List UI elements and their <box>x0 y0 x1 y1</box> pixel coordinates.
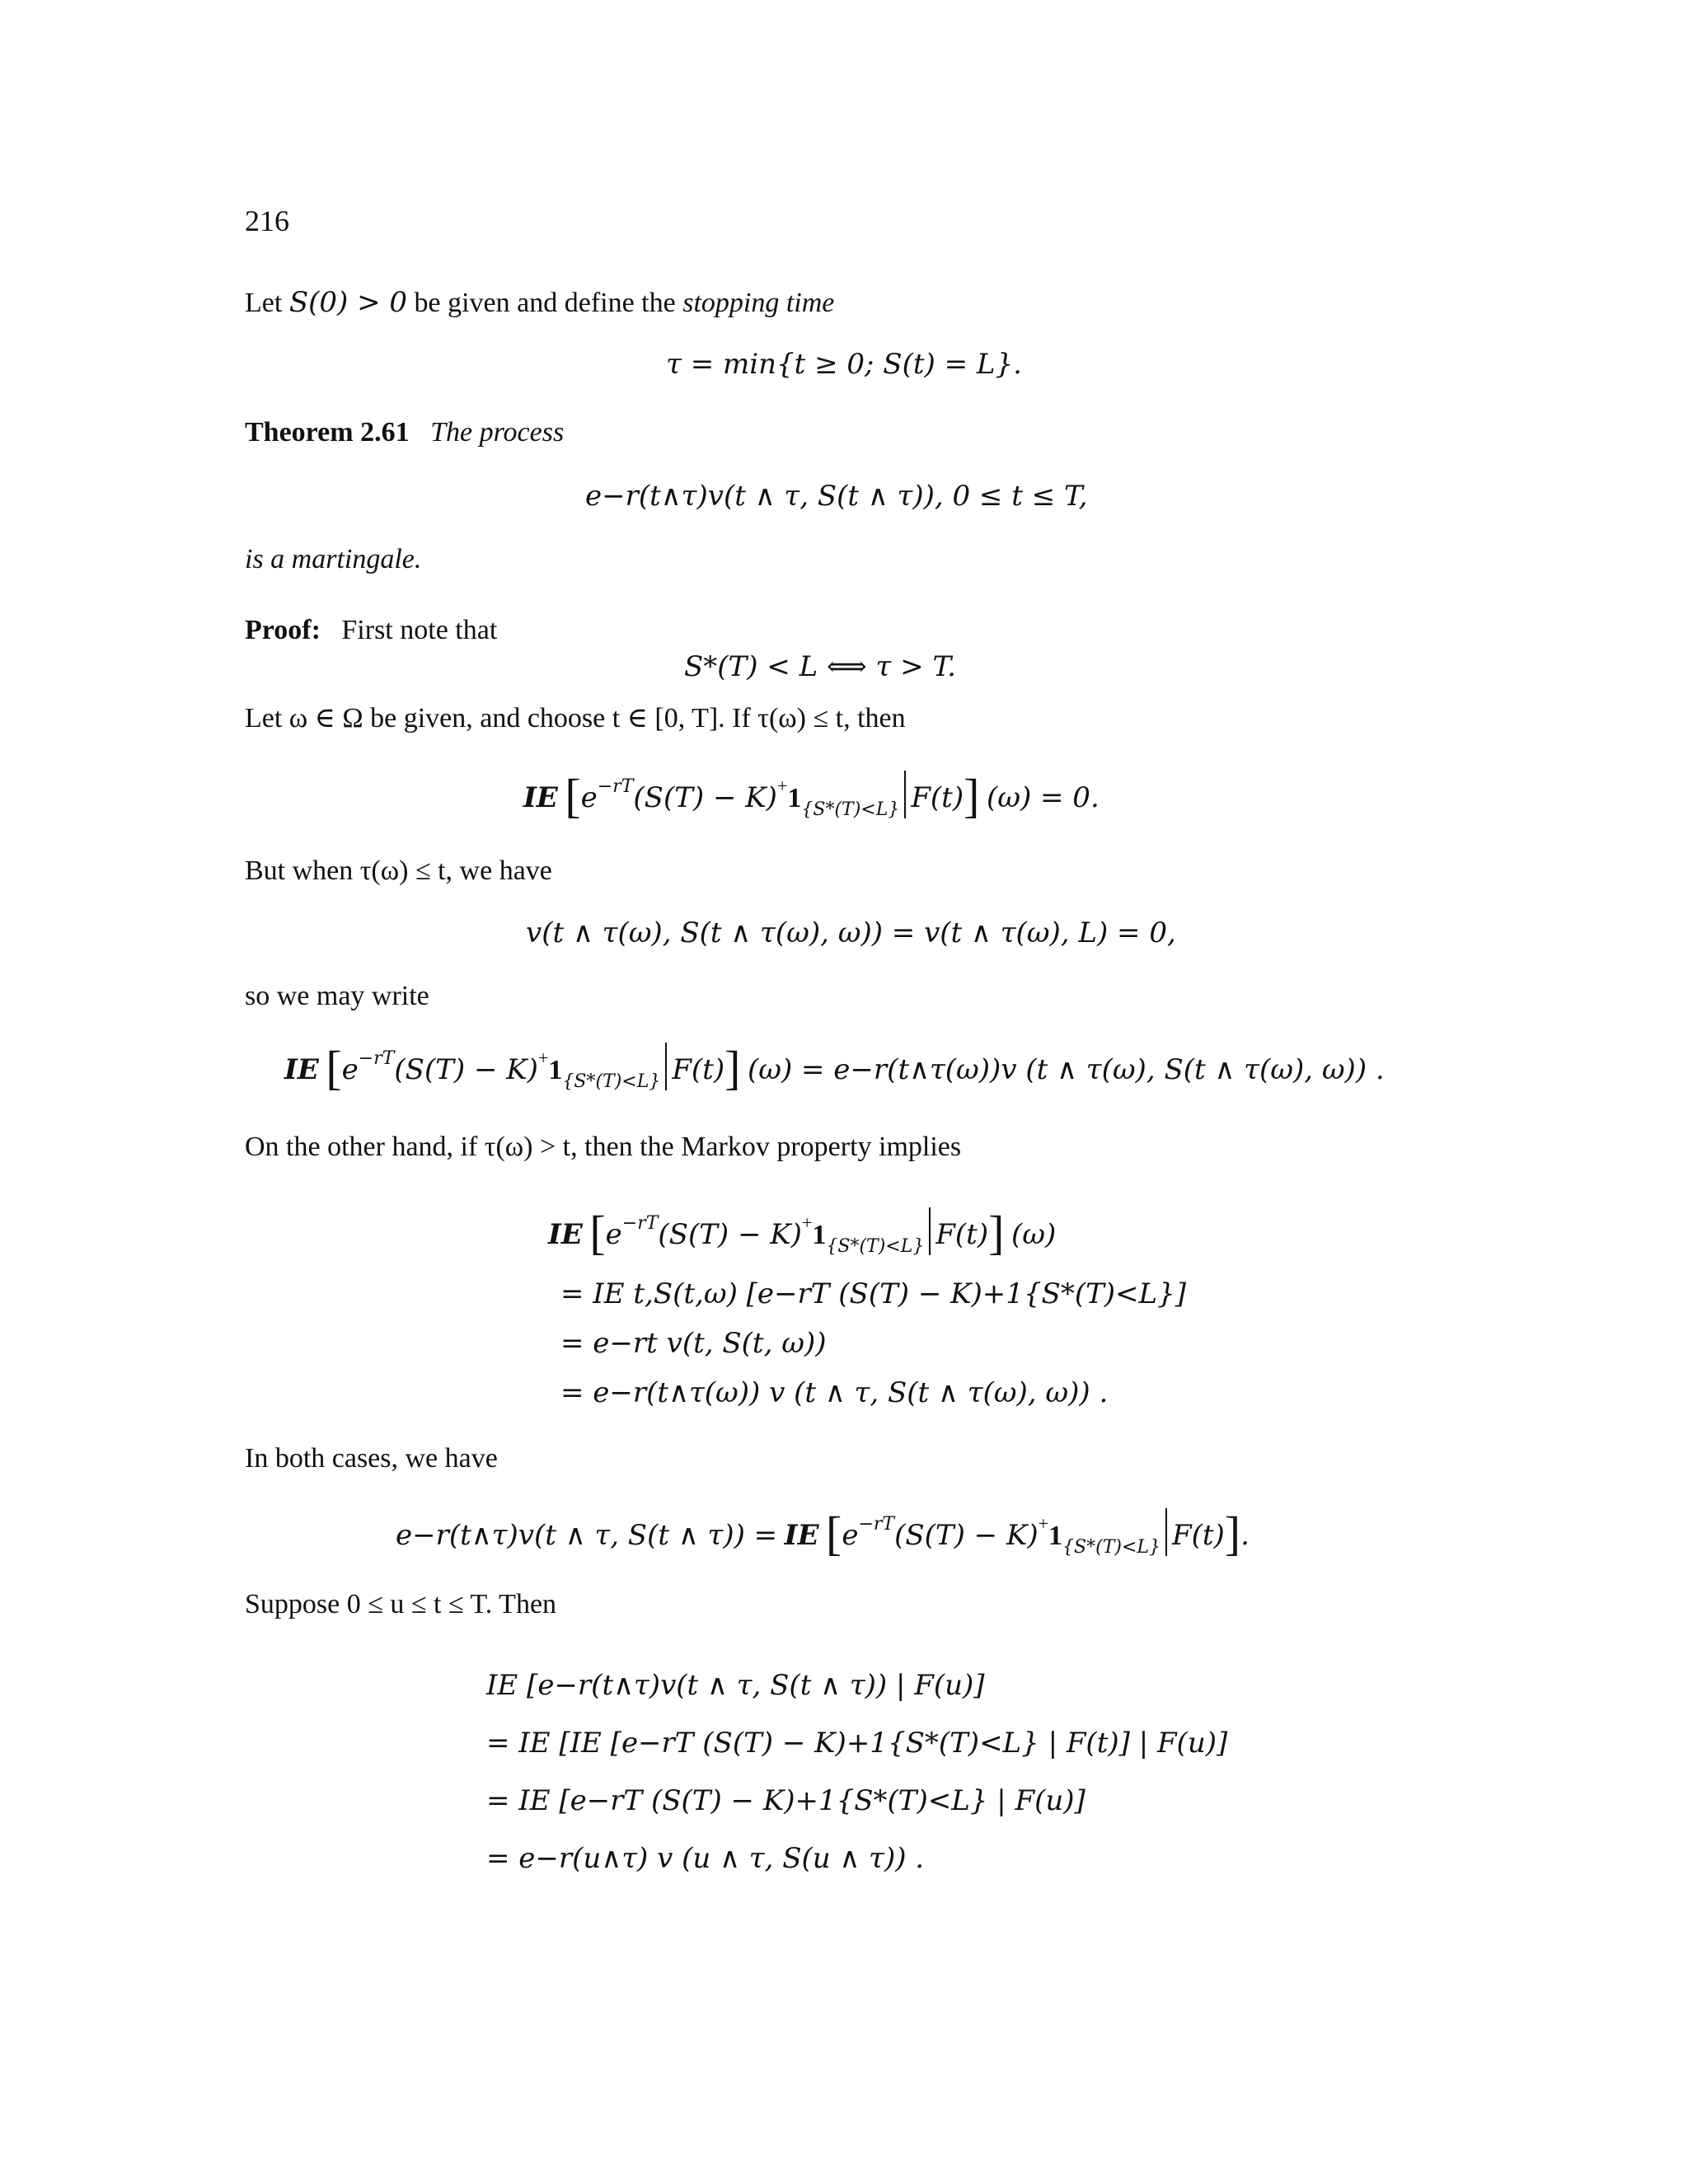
eq3: IE [$e^{-rT}(S(T) - K)^+1_{\{S*(T)<L\}}$ F(t)] (ω) = e−r(t∧τ(ω))v (t ∧ τ(ω), S(t ∧ τ(ω), ω)) . <box>284 1041 1385 1094</box>
eq1-rhs: (ω) = 0. <box>986 781 1100 814</box>
eq-tau: τ = min{t ≥ 0; S(t) = L}. <box>666 348 1022 381</box>
intro-s0: S(0) > 0 <box>288 286 408 319</box>
final-line: = e−r(u∧τ) v (u ∧ τ, S(u ∧ τ)) . <box>486 1842 925 1875</box>
eq3-rhs: (ω) = e−r(t∧τ(ω))v (t ∧ τ(ω), S(t ∧ τ(ω), ω)) . <box>747 1053 1385 1086</box>
page-number: 216 <box>245 204 289 237</box>
intro-line <box>245 288 834 317</box>
theorem-eq: e−r(t∧τ)v(t ∧ τ, S(t ∧ τ)), 0 ≤ t ≤ T, <box>585 480 1088 513</box>
eq2: v(t ∧ τ(ω), S(t ∧ τ(ω), ω)) = v(t ∧ τ(ω), L) = 0, <box>526 916 1176 949</box>
line-suppose: Suppose 0 ≤ u ≤ t ≤ T. Then <box>245 1589 557 1619</box>
line-but: But when τ(ω) ≤ t, we have <box>245 855 552 886</box>
markov-chain <box>560 1269 1186 1418</box>
markov-first: IE [$e^{-rT}(S(T) - K)^+1_{\{S*(T)<L\}}$ F(t)] (ω) <box>548 1206 1057 1259</box>
eq-both: e−r(t∧τ)v(t ∧ τ, S(t ∧ τ)) = IE [$e^{-rT}(S(T) - K)^+1_{\{S*(T)<L\}}$ F(t)]. <box>396 1507 1250 1560</box>
theorem-head <box>245 419 564 447</box>
line-both: In both cases, we have <box>245 1443 498 1474</box>
intro-mid: be given and define the <box>414 288 676 318</box>
line-other: On the other hand, if τ(ω) > t, then the Markov property implies <box>245 1132 962 1162</box>
eq1: IE [$e^{-rT}(S(T) - K)^+1_{\{S*(T)<L\}}$ F(t)] (ω) = 0. <box>523 769 1100 823</box>
markov-line: = e−rt v(t, S(t, ω)) <box>560 1327 827 1360</box>
line-let: Let ω ∈ Ω be given, and choose t ∈ [0, T]. If τ(ω) ≤ t, then <box>245 703 906 733</box>
final-line: = IE [IE [e−rT (S(T) − K)+1{S*(T)<L} | F(t)] | F(u)] <box>486 1727 1228 1760</box>
theorem-label: Theorem 2.61 <box>245 417 410 448</box>
proof-label: Proof: <box>245 615 321 645</box>
intro-emph: stopping time <box>682 288 835 318</box>
proof-head <box>245 616 497 644</box>
eq-equiv: S*(T) < L ⟺ τ > T. <box>684 650 956 683</box>
final-chain <box>486 1657 1227 1887</box>
proof-text: First note that <box>341 615 498 645</box>
markov-line: = IE t,S(t,ω) [e−rT (S(T) − K)+1{S*(T)<L}] <box>560 1277 1187 1310</box>
final-line: = IE [e−rT (S(T) − K)+1{S*(T)<L} | F(u)] <box>486 1784 1085 1817</box>
theorem-text: The process <box>430 417 565 448</box>
markov-line: = e−r(t∧τ(ω)) v (t ∧ τ, S(t ∧ τ(ω), ω)) . <box>560 1376 1109 1409</box>
theorem-tail: is a martingale. <box>245 544 422 574</box>
intro-lead: Let <box>245 288 283 318</box>
final-line: IE [e−r(t∧τ)v(t ∧ τ, S(t ∧ τ)) | F(u)] <box>486 1669 985 1702</box>
line-so: so we may write <box>245 981 429 1011</box>
